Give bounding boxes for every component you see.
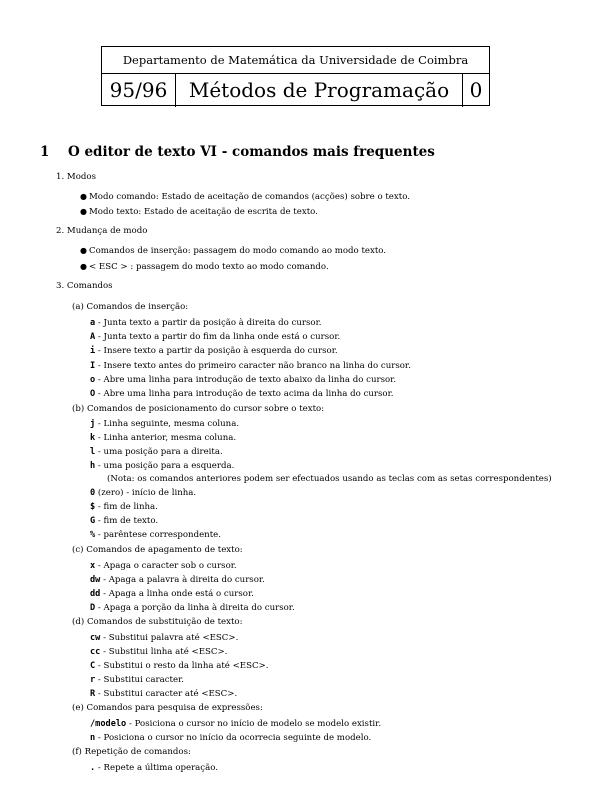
command-key: o bbox=[90, 375, 96, 385]
command-key: l bbox=[90, 447, 96, 457]
command-row bbox=[90, 603, 295, 613]
bullet-text: Comandos de inserção: passagem do modo comando ao modo texto. bbox=[89, 246, 387, 256]
sublist-label: (a) Comandos de inserção: bbox=[72, 302, 189, 312]
command-row bbox=[90, 530, 221, 540]
command-key: $ bbox=[90, 502, 96, 512]
command-row bbox=[90, 375, 396, 385]
bullet-text: Modo texto: Estado de aceitação de escrita de texto. bbox=[89, 207, 318, 217]
sublist-label: (d) Comandos de substituição de texto: bbox=[72, 617, 243, 627]
command-desc: - Apaga o caracter sob o cursor. bbox=[95, 561, 237, 571]
list-item-label: 2. Mudança de modo bbox=[56, 226, 148, 236]
section-heading bbox=[40, 144, 435, 160]
command-row bbox=[90, 733, 371, 743]
command-desc: - Linha anterior, mesma coluna. bbox=[95, 433, 237, 443]
command-desc: - uma posição para a esquerda. bbox=[95, 461, 235, 471]
command-row bbox=[90, 689, 237, 699]
command-key: x bbox=[90, 561, 96, 571]
command-desc: - Apaga a linha onde está o cursor. bbox=[100, 589, 254, 599]
section-number: 1 bbox=[40, 144, 50, 160]
list-item-label: 3. Comandos bbox=[56, 281, 113, 291]
command-row bbox=[90, 661, 268, 671]
section-title: O editor de texto VI - comandos mais frequentes bbox=[68, 144, 435, 160]
command-desc: - fim de texto. bbox=[95, 516, 159, 526]
command-desc: - Substitui palavra até <ESC>. bbox=[100, 633, 239, 643]
command-key: C bbox=[90, 661, 96, 671]
command-key: r bbox=[90, 675, 96, 685]
command-desc: - fim de linha. bbox=[95, 502, 158, 512]
sheet-number: 0 bbox=[469, 78, 483, 102]
command-row bbox=[90, 633, 238, 643]
sublist-label: (c) Comandos de apagamento de texto: bbox=[72, 545, 243, 555]
command-key: n bbox=[90, 733, 96, 743]
command-key: j bbox=[90, 419, 96, 429]
bullet-item bbox=[80, 192, 410, 202]
bullet-icon: ● bbox=[80, 192, 87, 201]
list-item-label: 1. Modos bbox=[56, 172, 96, 182]
bullet-item bbox=[80, 262, 329, 272]
command-key: 0 bbox=[90, 488, 96, 498]
command-row bbox=[90, 647, 227, 657]
command-key: cc bbox=[90, 647, 101, 657]
command-row bbox=[90, 719, 381, 729]
header-row bbox=[102, 74, 489, 107]
command-key: A bbox=[90, 332, 96, 342]
command-row bbox=[90, 516, 158, 526]
command-desc: - Repete a última operação. bbox=[95, 763, 218, 773]
command-key: % bbox=[90, 530, 96, 540]
bullet-item bbox=[80, 246, 386, 256]
sublist-label: (e) Comandos para pesquisa de expressões: bbox=[72, 703, 263, 713]
command-row bbox=[90, 433, 236, 443]
command-row bbox=[90, 561, 237, 571]
command-desc: - Posiciona o cursor no início de modelo se modelo existir. bbox=[126, 719, 382, 729]
command-row bbox=[90, 589, 254, 599]
bullet-text: Modo comando: Estado de aceitação de comandos (acções) sobre o texto. bbox=[89, 192, 410, 202]
sublist-label: (b) Comandos de posicionamento do cursor sobre o texto: bbox=[72, 404, 325, 414]
command-desc: - parêntese correspondente. bbox=[95, 530, 221, 540]
command-desc: (zero) - início de linha. bbox=[95, 488, 197, 498]
bullet-icon: ● bbox=[80, 262, 87, 271]
command-row bbox=[90, 575, 265, 585]
course-title: Métodos de Programação bbox=[176, 74, 463, 107]
command-desc: - Junta texto a partir da posição à direita do cursor. bbox=[95, 318, 322, 328]
command-key: . bbox=[90, 763, 96, 773]
command-key: dd bbox=[90, 589, 101, 599]
command-row bbox=[90, 419, 239, 429]
command-desc: - Substitui caracter. bbox=[95, 675, 184, 685]
command-row bbox=[90, 389, 394, 399]
command-row bbox=[90, 763, 218, 773]
command-key: D bbox=[90, 603, 96, 613]
command-row bbox=[90, 346, 338, 356]
command-desc: - Linha seguinte, mesma coluna. bbox=[95, 419, 240, 429]
command-row bbox=[90, 488, 196, 498]
bullet-icon: ● bbox=[80, 246, 87, 255]
command-key: i bbox=[90, 346, 96, 356]
command-desc: - Junta texto a partir do fim da linha onde está o cursor. bbox=[95, 332, 341, 342]
note-text: (Nota: os comandos anteriores podem ser efectuados usando as teclas com as setas correspondentes) bbox=[107, 474, 552, 484]
command-key: I bbox=[90, 361, 96, 371]
command-key: h bbox=[90, 461, 96, 471]
command-key: k bbox=[90, 433, 96, 443]
command-desc: - Insere texto a partir da posição à esquerda do cursor. bbox=[95, 346, 338, 356]
bullet-text: < ESC > : passagem do modo texto ao modo comando. bbox=[89, 262, 329, 272]
command-desc: - Abre uma linha para introdução de texto acima da linha do cursor. bbox=[95, 389, 394, 399]
command-row bbox=[90, 502, 158, 512]
command-desc: - Abre uma linha para introdução de texto abaixo da linha do cursor. bbox=[95, 375, 397, 385]
command-desc: - Substitui o resto da linha até <ESC>. bbox=[95, 661, 269, 671]
command-desc: - Posiciona o cursor no início da ocorrecia seguinte de modelo. bbox=[95, 733, 372, 743]
command-desc: - Substitui linha até <ESC>. bbox=[100, 647, 228, 657]
command-key: a bbox=[90, 318, 96, 328]
command-key: G bbox=[90, 516, 96, 526]
sublist-label: (f) Repetição de comandos: bbox=[72, 747, 191, 757]
command-key: /modelo bbox=[90, 719, 127, 729]
bullet-icon: ● bbox=[80, 207, 87, 216]
command-row bbox=[90, 361, 411, 371]
academic-year: 95/96 bbox=[102, 74, 176, 107]
command-desc: - uma posição para a direita. bbox=[95, 447, 223, 457]
department-name: Departamento de Matemática da Universidade de Coimbra bbox=[102, 47, 489, 74]
command-key: cw bbox=[90, 633, 101, 643]
bullet-item bbox=[80, 207, 318, 217]
command-key: R bbox=[90, 689, 96, 699]
command-desc: - Insere texto antes do primeiro caracter não branco na linha do cursor. bbox=[95, 361, 411, 371]
command-row bbox=[90, 332, 340, 342]
command-row bbox=[90, 447, 223, 457]
command-desc: - Apaga a palavra à direita do cursor. bbox=[100, 575, 265, 585]
command-key: O bbox=[90, 389, 96, 399]
command-key: dw bbox=[90, 575, 101, 585]
command-row bbox=[90, 318, 321, 328]
command-row bbox=[90, 675, 184, 685]
command-desc: - Apaga a porção da linha à direita do cursor. bbox=[95, 603, 295, 613]
header-box bbox=[101, 46, 490, 106]
command-desc: - Substitui caracter até <ESC>. bbox=[95, 689, 238, 699]
command-row bbox=[90, 461, 234, 471]
